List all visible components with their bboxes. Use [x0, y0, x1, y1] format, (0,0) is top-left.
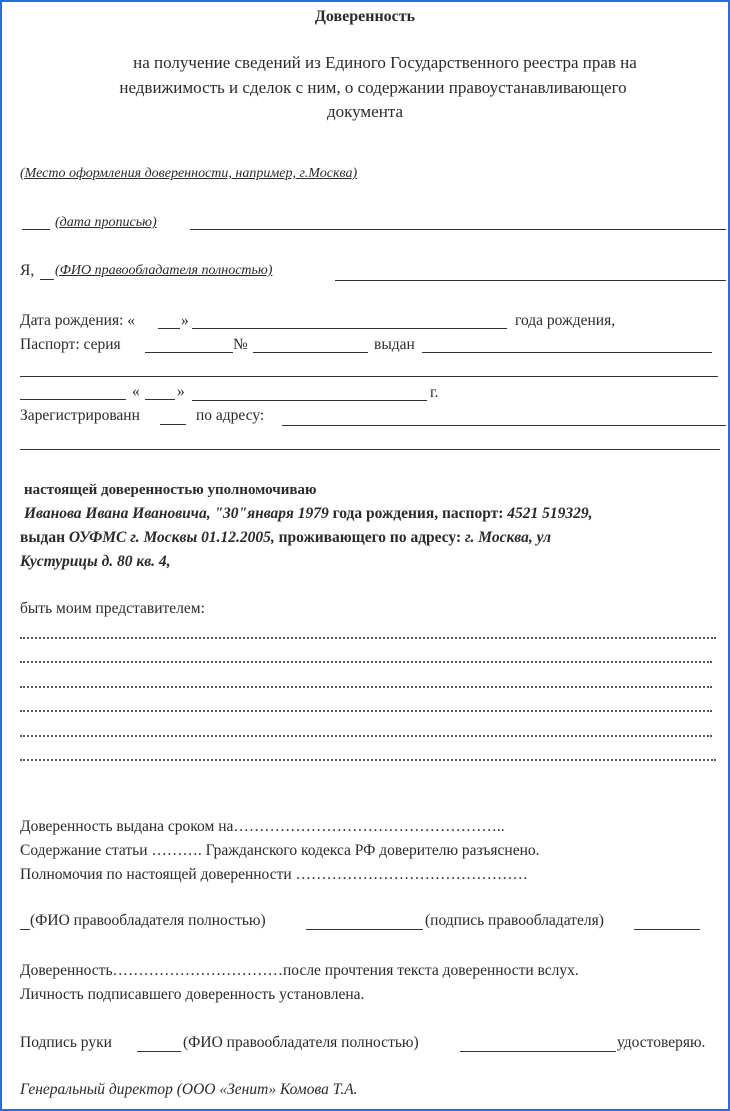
rep-living-label: проживающего по адресу:: [278, 529, 462, 546]
dotted-line-2: [20, 661, 712, 663]
owner-sign-line: [306, 929, 423, 930]
address-line-2: [20, 449, 720, 450]
passport-number-line: [253, 352, 368, 353]
issue-month-line: [192, 400, 427, 401]
dotted-line-4: [20, 710, 712, 712]
place-hint: (Место оформления доверенности, например, г.Москва): [20, 166, 358, 181]
birth-quote-close: »: [181, 312, 189, 329]
fio-line: [335, 280, 726, 281]
issued-label: выдан: [374, 336, 415, 353]
city-short: г.: [430, 384, 439, 401]
passport-series-line: [145, 352, 233, 353]
rep-passport-label: паспорт:: [441, 505, 504, 522]
certify-line: [460, 1051, 616, 1052]
dotted-line-5: [20, 735, 712, 737]
ya-label: Я,: [20, 262, 35, 279]
birth-year-label: года рождения,: [515, 312, 616, 329]
date-line: [190, 229, 726, 230]
birth-month-line: [192, 328, 507, 329]
rep-city: г. Москва, ул: [464, 529, 552, 546]
rep-issued-label: выдан: [20, 529, 65, 546]
sign-hand-label: Подпись руки: [20, 1034, 112, 1051]
issue-place-line: [20, 399, 126, 400]
fio-owner-hint: (ФИО правообладателя полностью): [55, 263, 273, 278]
issue-quote-close: »: [177, 383, 185, 400]
sign-hand-line: [137, 1051, 181, 1052]
term-text: Доверенность выдана сроком на……………………………………………..: [20, 818, 505, 835]
authorize-text: настоящей доверенностью уполномочиваю: [24, 482, 317, 498]
fio-owner-hint-3: (ФИО правообладателя полностью): [183, 1034, 419, 1051]
passport-series-label: Паспорт: серия: [20, 336, 121, 353]
date-prefix-line: [22, 229, 50, 230]
dotted-line-3: [20, 686, 712, 688]
issue-quote-open: «: [132, 383, 140, 400]
document-title: Доверенность: [314, 8, 416, 25]
rep-name: Иванова Ивана Ивановича, "30"января 1979: [24, 505, 329, 522]
dotted-line-6: [20, 759, 716, 761]
fio-owner-hint-2: (ФИО правообладателя полностью): [30, 912, 266, 929]
subtitle-line-3: документа: [326, 102, 404, 121]
rep-address: Кустурицы д. 80 кв. 4,: [20, 553, 171, 570]
birth-label: Дата рождения: «: [20, 312, 136, 329]
registered-suffix-line: [160, 424, 186, 425]
owner-sign-tail-line: [634, 929, 700, 930]
rep-issuer: ОУФМС г. Москвы 01.12.2005,: [68, 529, 275, 546]
subtitle-line-1: на получение сведений из Единого Государственного реестра прав на: [133, 53, 637, 72]
rep-passport-number: 4521 519329,: [507, 505, 593, 522]
sign-prefix-line: [20, 929, 30, 930]
issued-line-2: [20, 376, 718, 377]
issued-line: [422, 352, 712, 353]
date-hint: (дата прописью): [55, 215, 157, 230]
identity-text: Личность подписавшего доверенность установлена.: [20, 986, 365, 1003]
issue-day-line: [145, 399, 175, 400]
fio-prefix-line: [40, 279, 54, 280]
be-representative: быть моим представителем:: [20, 600, 205, 617]
article-text: Содержание статьи ………. Гражданского кодекса РФ доверителю разъяснено.: [20, 842, 540, 859]
director-text: Генеральный директор (ООО «Зенит» Комова Т.А.: [20, 1081, 358, 1098]
dotted-line-1: [20, 637, 716, 639]
number-sign: №: [233, 336, 248, 353]
registered-label: Зарегистрированн: [20, 407, 140, 424]
certify-label: удостоверяю.: [617, 1034, 706, 1051]
rep-birth: года рождения,: [332, 505, 439, 522]
sign-owner-label: (подпись правообладателя): [425, 912, 604, 929]
at-address-label: по адресу:: [196, 407, 265, 424]
address-line: [282, 425, 726, 426]
subtitle-line-2: недвижимость и сделок с ним, о содержании правоустанавливающего: [119, 78, 627, 97]
read-text: Доверенность……………………………после прочтения текста доверенности вслух.: [20, 962, 579, 979]
birth-day-line: [158, 328, 180, 329]
powers-text: Полномочия по настоящей доверенности ………………………………………: [20, 866, 529, 883]
